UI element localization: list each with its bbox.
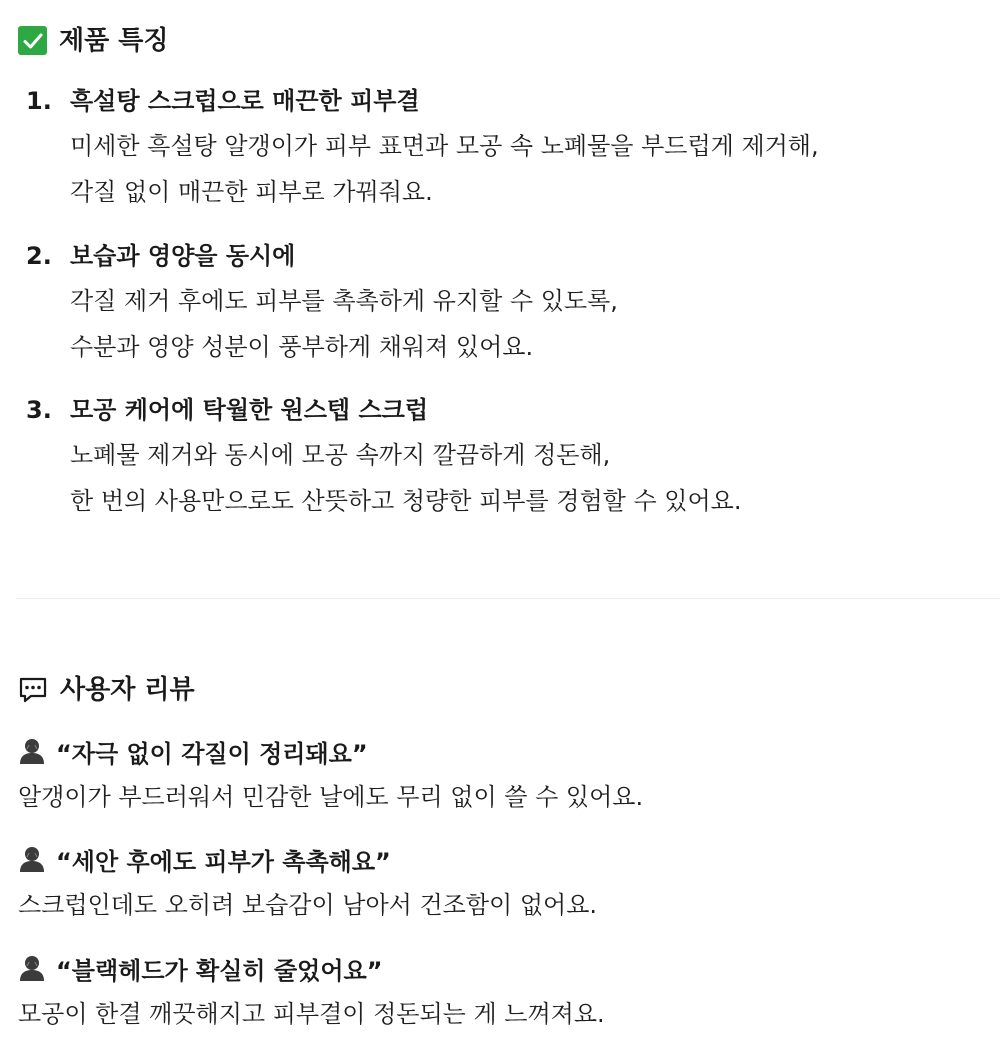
review-quote: “세안 후에도 피부가 촉촉해요”: [56, 847, 391, 876]
feature-description-line: 수분과 영양 성분이 풍부하게 채워져 있어요.: [70, 333, 534, 361]
feature-description: [70, 278, 986, 370]
feature-heading: [26, 244, 986, 278]
review-item: [18, 950, 988, 1032]
feature-item: [26, 398, 986, 524]
feature-item: [26, 244, 986, 370]
speech-bubble-icon: [18, 675, 48, 705]
feature-description-line: 각질 없이 매끈한 피부로 가꿔줘요.: [70, 178, 433, 206]
feature-description: [70, 432, 986, 524]
feature-number: 3.: [26, 396, 52, 424]
feature-description: [70, 123, 986, 215]
section-divider: [16, 598, 1000, 599]
feature-title: 모공 케어에 탁월한 원스텝 스크럽: [70, 396, 428, 424]
reviews-title: 사용자 리뷰: [60, 675, 195, 705]
review-quote: “자극 없이 각질이 정리돼요”: [56, 739, 368, 768]
reviews-header: [18, 675, 195, 705]
feature-description-line: 각질 제거 후에도 피부를 촉촉하게 유지할 수 있도록,: [70, 287, 618, 315]
review-item: [18, 841, 988, 923]
feature-description-line: 노폐물 제거와 동시에 모공 속까지 깔끔하게 정돈해,: [70, 441, 611, 469]
features-title: 제품 특징: [59, 25, 169, 56]
review-quote: “블랙헤드가 확실히 줄었어요”: [56, 956, 383, 985]
features-header: [18, 26, 169, 55]
check-icon: [18, 26, 47, 55]
review-heading: [18, 841, 988, 877]
feature-heading: [26, 89, 986, 123]
feature-number: 2.: [26, 242, 52, 270]
feature-description-line: 한 번의 사용만으로도 산뜻하고 청량한 피부를 경험할 수 있어요.: [70, 487, 742, 515]
feature-item: [26, 89, 986, 215]
feature-title: 보습과 영양을 동시에: [70, 242, 296, 270]
feature-description-line: 미세한 흑설탕 알갱이가 피부 표면과 모공 속 노폐물을 부드럽게 제거해,: [70, 132, 819, 160]
person-icon: [18, 736, 46, 766]
feature-heading: [26, 398, 986, 432]
review-text: 스크럽인데도 오히려 보습감이 남아서 건조함이 없어요.: [18, 891, 598, 919]
person-icon: [18, 953, 46, 983]
review-heading: [18, 950, 988, 986]
review-item: [18, 733, 988, 815]
review-text: 알갱이가 부드러워서 민감한 날에도 무리 없이 쓸 수 있어요.: [18, 783, 644, 811]
feature-number: 1.: [26, 87, 52, 115]
person-icon: [18, 844, 46, 874]
review-text: 모공이 한결 깨끗해지고 피부결이 정돈되는 게 느껴져요.: [18, 1000, 605, 1028]
feature-title: 흑설탕 스크럽으로 매끈한 피부결: [70, 87, 420, 115]
review-heading: [18, 733, 988, 769]
